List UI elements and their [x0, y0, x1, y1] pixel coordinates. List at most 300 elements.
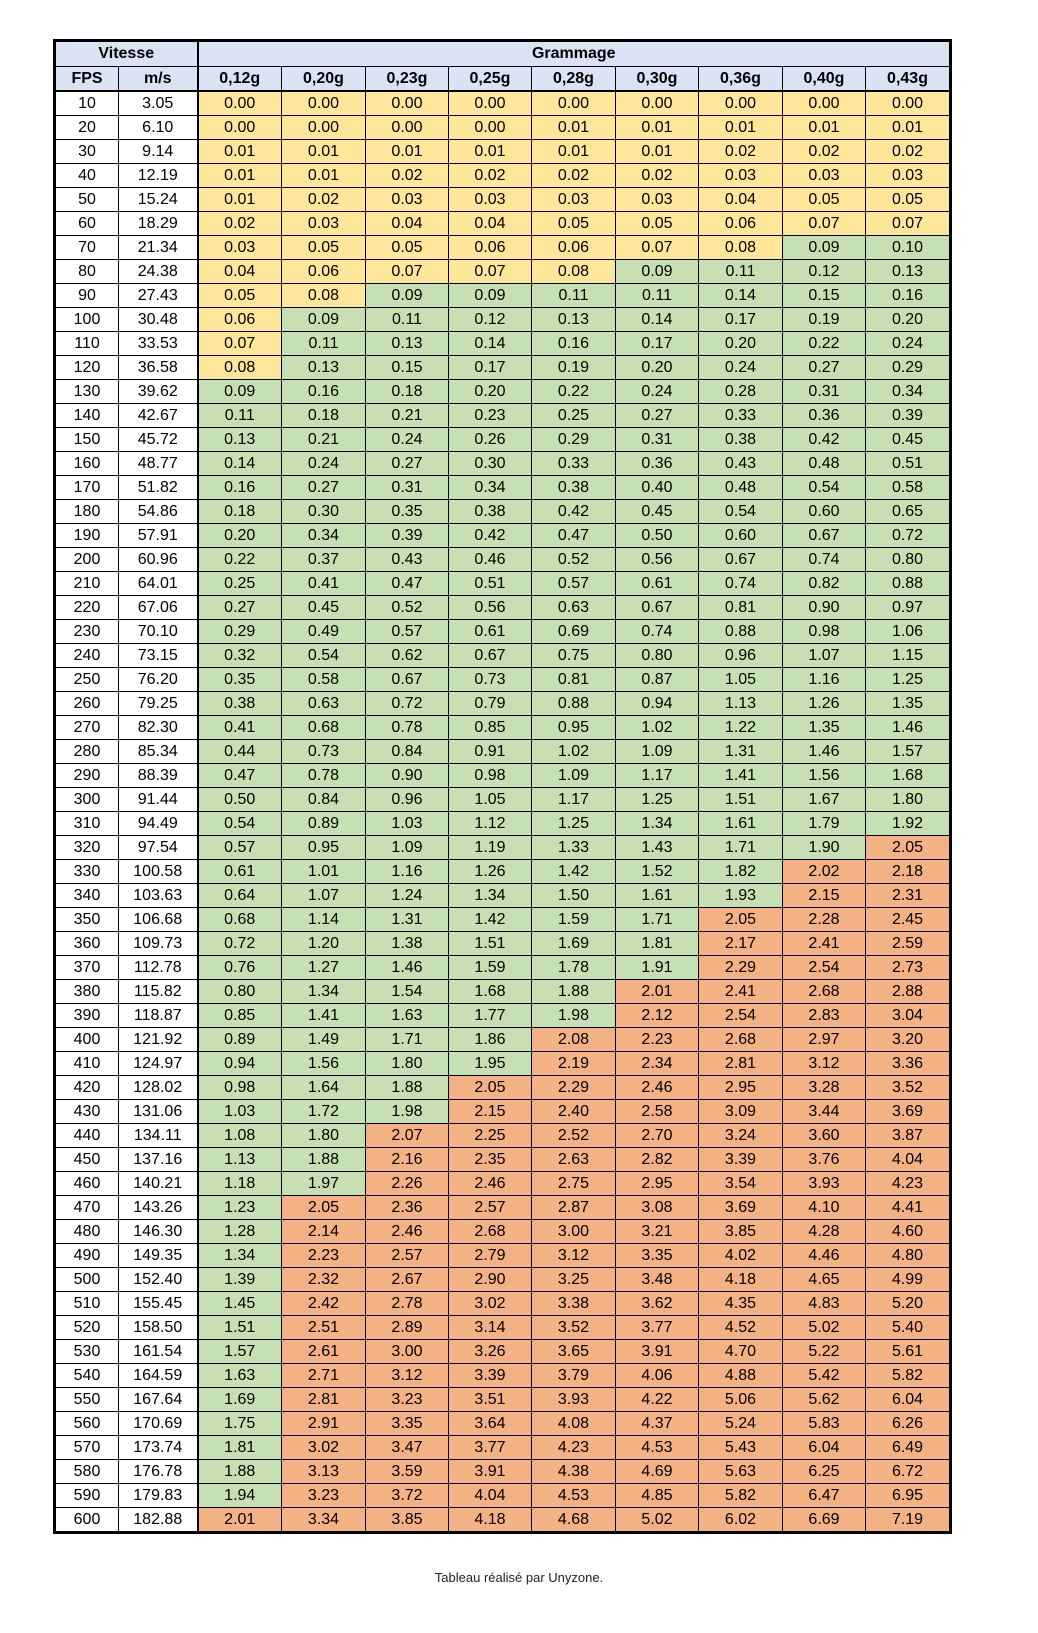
fps-cell: 330 — [56, 860, 119, 884]
energy-cell: 1.02 — [532, 740, 616, 764]
table-row — [56, 1292, 950, 1316]
energy-cell: 0.38 — [198, 692, 282, 716]
energy-cell: 3.12 — [532, 1244, 616, 1268]
fps-cell: 490 — [56, 1244, 119, 1268]
energy-cell: 0.81 — [532, 668, 616, 692]
energy-cell: 3.21 — [616, 1220, 699, 1244]
energy-cell: 0.19 — [532, 356, 616, 380]
energy-cell: 0.01 — [783, 116, 866, 140]
energy-cell: 2.05 — [699, 908, 783, 932]
fps-header: FPS — [56, 67, 119, 92]
energy-cell: 2.88 — [866, 980, 950, 1004]
energy-cell: 3.87 — [866, 1124, 950, 1148]
energy-cell: 5.82 — [699, 1484, 783, 1508]
energy-cell: 1.69 — [198, 1388, 282, 1412]
energy-cell: 0.67 — [449, 644, 532, 668]
vitesse-header: Vitesse — [56, 42, 198, 67]
energy-cell: 2.01 — [616, 980, 699, 1004]
ms-cell: 140.21 — [119, 1172, 198, 1196]
energy-cell: 0.09 — [282, 308, 366, 332]
table-row — [56, 1508, 950, 1532]
energy-cell: 2.40 — [532, 1100, 616, 1124]
energy-cell: 4.46 — [783, 1244, 866, 1268]
energy-cell: 1.22 — [699, 716, 783, 740]
energy-cell: 0.09 — [616, 260, 699, 284]
energy-cell: 0.27 — [616, 404, 699, 428]
table-row — [56, 1220, 950, 1244]
energy-cell: 0.22 — [198, 548, 282, 572]
energy-cell: 2.87 — [532, 1196, 616, 1220]
energy-cell: 0.50 — [616, 524, 699, 548]
energy-cell: 0.35 — [366, 500, 449, 524]
energy-cell: 1.63 — [366, 1004, 449, 1028]
energy-cell: 3.02 — [449, 1292, 532, 1316]
energy-cell: 0.67 — [616, 596, 699, 620]
ms-cell: 124.97 — [119, 1052, 198, 1076]
energy-cell: 2.28 — [783, 908, 866, 932]
energy-cell: 0.69 — [532, 620, 616, 644]
table-row — [56, 1028, 950, 1052]
energy-cell: 2.54 — [783, 956, 866, 980]
energy-cell: 0.04 — [699, 188, 783, 212]
table-row — [56, 980, 950, 1004]
energy-cell: 0.80 — [866, 548, 950, 572]
energy-cell: 2.52 — [532, 1124, 616, 1148]
energy-cell: 1.25 — [866, 668, 950, 692]
fps-cell: 370 — [56, 956, 119, 980]
energy-cell: 0.27 — [783, 356, 866, 380]
fps-cell: 560 — [56, 1412, 119, 1436]
energy-cell: 2.82 — [616, 1148, 699, 1172]
energy-cell: 0.03 — [532, 188, 616, 212]
ms-cell: 176.78 — [119, 1460, 198, 1484]
energy-cell: 1.95 — [449, 1052, 532, 1076]
energy-cell: 0.33 — [532, 452, 616, 476]
energy-cell: 0.10 — [866, 236, 950, 260]
energy-cell: 1.50 — [532, 884, 616, 908]
energy-cell: 1.94 — [198, 1484, 282, 1508]
ms-cell: 85.34 — [119, 740, 198, 764]
ms-cell: 152.40 — [119, 1268, 198, 1292]
fps-cell: 70 — [56, 236, 119, 260]
energy-cell: 1.81 — [198, 1436, 282, 1460]
energy-cell: 1.09 — [532, 764, 616, 788]
energy-cell: 0.87 — [616, 668, 699, 692]
energy-cell: 2.81 — [699, 1052, 783, 1076]
weight-header: 0,12g — [198, 67, 282, 92]
energy-cell: 1.71 — [699, 836, 783, 860]
energy-cell: 0.17 — [449, 356, 532, 380]
fps-cell: 20 — [56, 116, 119, 140]
table-row — [56, 740, 950, 764]
energy-cell: 0.79 — [449, 692, 532, 716]
energy-cell: 0.02 — [783, 140, 866, 164]
energy-cell: 0.39 — [866, 404, 950, 428]
energy-cell: 3.60 — [783, 1124, 866, 1148]
table-row — [56, 1124, 950, 1148]
energy-cell: 0.96 — [366, 788, 449, 812]
energy-cell: 0.27 — [282, 476, 366, 500]
energy-cell: 1.13 — [699, 692, 783, 716]
energy-cell: 0.00 — [783, 91, 866, 116]
energy-cell: 1.34 — [449, 884, 532, 908]
table-row — [56, 452, 950, 476]
energy-cell: 0.13 — [366, 332, 449, 356]
energy-cell: 3.64 — [449, 1412, 532, 1436]
fps-cell: 320 — [56, 836, 119, 860]
ms-cell: 36.58 — [119, 356, 198, 380]
table-row — [56, 596, 950, 620]
ms-cell: 79.25 — [119, 692, 198, 716]
energy-cell: 4.35 — [699, 1292, 783, 1316]
energy-cell: 3.93 — [783, 1172, 866, 1196]
energy-cell: 0.11 — [366, 308, 449, 332]
fps-cell: 380 — [56, 980, 119, 1004]
energy-cell: 0.82 — [783, 572, 866, 596]
energy-cell: 0.13 — [282, 356, 366, 380]
energy-cell: 2.68 — [699, 1028, 783, 1052]
energy-cell: 0.00 — [449, 116, 532, 140]
weight-header: 0,23g — [366, 67, 449, 92]
weight-header: 0,25g — [449, 67, 532, 92]
energy-cell: 3.47 — [366, 1436, 449, 1460]
energy-cell: 4.37 — [616, 1412, 699, 1436]
energy-cell: 1.90 — [783, 836, 866, 860]
energy-cell: 3.72 — [366, 1484, 449, 1508]
energy-cell: 3.91 — [449, 1460, 532, 1484]
header-row-groups — [56, 42, 950, 67]
energy-cell: 0.11 — [282, 332, 366, 356]
energy-cell: 0.01 — [282, 140, 366, 164]
energy-cell: 0.01 — [449, 140, 532, 164]
energy-cell: 1.25 — [616, 788, 699, 812]
energy-cell: 0.61 — [449, 620, 532, 644]
energy-cell: 0.28 — [699, 380, 783, 404]
energy-cell: 1.57 — [198, 1340, 282, 1364]
energy-cell: 0.98 — [783, 620, 866, 644]
energy-cell: 2.41 — [783, 932, 866, 956]
energy-cell: 0.85 — [198, 1004, 282, 1028]
energy-cell: 1.46 — [783, 740, 866, 764]
energy-cell: 0.00 — [532, 91, 616, 116]
ms-cell: 18.29 — [119, 212, 198, 236]
energy-cell: 0.25 — [532, 404, 616, 428]
energy-cell: 0.45 — [282, 596, 366, 620]
energy-cell: 0.09 — [366, 284, 449, 308]
energy-cell: 1.88 — [198, 1460, 282, 1484]
energy-cell: 2.16 — [366, 1148, 449, 1172]
energy-cell: 0.34 — [449, 476, 532, 500]
table-row — [56, 908, 950, 932]
energy-cell: 1.77 — [449, 1004, 532, 1028]
table-row — [56, 236, 950, 260]
energy-cell: 3.59 — [366, 1460, 449, 1484]
ms-cell: 164.59 — [119, 1364, 198, 1388]
energy-cell: 3.52 — [866, 1076, 950, 1100]
table-row — [56, 956, 950, 980]
energy-cell: 0.24 — [866, 332, 950, 356]
energy-cell: 1.39 — [198, 1268, 282, 1292]
energy-cell: 1.12 — [449, 812, 532, 836]
energy-cell: 4.88 — [699, 1364, 783, 1388]
energy-cell: 1.43 — [616, 836, 699, 860]
energy-cell: 1.69 — [532, 932, 616, 956]
weight-header: 0,28g — [532, 67, 616, 92]
energy-cell: 3.77 — [449, 1436, 532, 1460]
fps-cell: 470 — [56, 1196, 119, 1220]
energy-cell: 0.34 — [282, 524, 366, 548]
energy-cell: 4.04 — [866, 1148, 950, 1172]
table-row — [56, 1004, 950, 1028]
energy-cell: 0.56 — [449, 596, 532, 620]
energy-cell: 5.06 — [699, 1388, 783, 1412]
energy-cell: 3.62 — [616, 1292, 699, 1316]
energy-cell: 5.62 — [783, 1388, 866, 1412]
fps-cell: 480 — [56, 1220, 119, 1244]
energy-cell: 0.08 — [198, 356, 282, 380]
energy-cell: 3.24 — [699, 1124, 783, 1148]
energy-cell: 0.06 — [282, 260, 366, 284]
energy-cell: 0.01 — [532, 140, 616, 164]
fps-cell: 390 — [56, 1004, 119, 1028]
energy-cell: 3.00 — [366, 1340, 449, 1364]
energy-cell: 1.34 — [616, 812, 699, 836]
energy-cell: 0.00 — [616, 91, 699, 116]
energy-cell: 0.80 — [198, 980, 282, 1004]
energy-cell: 0.03 — [282, 212, 366, 236]
energy-cell: 3.36 — [866, 1052, 950, 1076]
energy-cell: 0.02 — [282, 188, 366, 212]
energy-cell: 0.48 — [699, 476, 783, 500]
fps-cell: 520 — [56, 1316, 119, 1340]
energy-cell: 0.41 — [198, 716, 282, 740]
energy-cell: 0.11 — [198, 404, 282, 428]
energy-cell: 0.89 — [198, 1028, 282, 1052]
fps-cell: 250 — [56, 668, 119, 692]
energy-cell: 0.04 — [366, 212, 449, 236]
energy-cell: 0.29 — [198, 620, 282, 644]
energy-cell: 0.24 — [366, 428, 449, 452]
energy-cell: 0.38 — [532, 476, 616, 500]
energy-cell: 0.01 — [866, 116, 950, 140]
energy-cell: 0.90 — [366, 764, 449, 788]
energy-cell: 2.89 — [366, 1316, 449, 1340]
table-row — [56, 788, 950, 812]
energy-cell: 0.03 — [198, 236, 282, 260]
energy-cell: 0.05 — [282, 236, 366, 260]
energy-cell: 2.57 — [449, 1196, 532, 1220]
energy-cell: 0.36 — [783, 404, 866, 428]
table-body — [56, 91, 950, 1532]
energy-cell: 0.16 — [866, 284, 950, 308]
fps-cell: 510 — [56, 1292, 119, 1316]
fps-cell: 440 — [56, 1124, 119, 1148]
energy-cell: 1.67 — [783, 788, 866, 812]
energy-cell: 0.08 — [282, 284, 366, 308]
energy-cell: 0.72 — [198, 932, 282, 956]
energy-cell: 1.41 — [282, 1004, 366, 1028]
ms-cell: 64.01 — [119, 572, 198, 596]
energy-cell: 0.06 — [449, 236, 532, 260]
table-row — [56, 1076, 950, 1100]
energy-cell: 2.41 — [699, 980, 783, 1004]
energy-cell: 0.20 — [866, 308, 950, 332]
table-row — [56, 140, 950, 164]
energy-cell: 0.41 — [282, 572, 366, 596]
energy-cell: 1.26 — [449, 860, 532, 884]
energy-cell: 1.93 — [699, 884, 783, 908]
energy-cell: 0.74 — [616, 620, 699, 644]
energy-cell: 4.85 — [616, 1484, 699, 1508]
energy-cell: 0.63 — [532, 596, 616, 620]
energy-cell: 0.64 — [198, 884, 282, 908]
energy-cell: 0.12 — [449, 308, 532, 332]
table-row — [56, 1052, 950, 1076]
energy-cell: 0.34 — [866, 380, 950, 404]
energy-cell: 0.03 — [366, 188, 449, 212]
energy-cell: 3.79 — [532, 1364, 616, 1388]
energy-cell: 0.24 — [616, 380, 699, 404]
ms-cell: 39.62 — [119, 380, 198, 404]
energy-cell: 6.95 — [866, 1484, 950, 1508]
energy-cell: 6.02 — [699, 1508, 783, 1532]
energy-cell: 0.02 — [366, 164, 449, 188]
energy-cell: 1.56 — [282, 1052, 366, 1076]
energy-cell: 0.51 — [449, 572, 532, 596]
table-row — [56, 716, 950, 740]
energy-cell: 0.88 — [866, 572, 950, 596]
energy-cell: 0.20 — [198, 524, 282, 548]
fps-cell: 50 — [56, 188, 119, 212]
energy-cell: 1.80 — [282, 1124, 366, 1148]
energy-cell: 2.05 — [866, 836, 950, 860]
ms-cell: 3.05 — [119, 91, 198, 116]
energy-cell: 2.54 — [699, 1004, 783, 1028]
energy-cell: 2.45 — [866, 908, 950, 932]
energy-cell: 2.73 — [866, 956, 950, 980]
energy-cell: 5.02 — [616, 1508, 699, 1532]
energy-cell: 0.73 — [282, 740, 366, 764]
ms-cell: 115.82 — [119, 980, 198, 1004]
energy-cell: 3.13 — [282, 1460, 366, 1484]
energy-cell: 0.00 — [198, 91, 282, 116]
energy-cell: 3.12 — [366, 1364, 449, 1388]
energy-cell: 0.09 — [449, 284, 532, 308]
fps-cell: 590 — [56, 1484, 119, 1508]
fps-cell: 570 — [56, 1436, 119, 1460]
energy-cell: 0.35 — [198, 668, 282, 692]
energy-cell: 3.69 — [866, 1100, 950, 1124]
fps-cell: 290 — [56, 764, 119, 788]
ms-cell: 161.54 — [119, 1340, 198, 1364]
table-row — [56, 476, 950, 500]
energy-cell: 1.15 — [866, 644, 950, 668]
energy-cell: 0.57 — [532, 572, 616, 596]
energy-cell: 0.11 — [532, 284, 616, 308]
energy-cell: 0.23 — [449, 404, 532, 428]
energy-cell: 1.86 — [449, 1028, 532, 1052]
energy-cell: 0.18 — [366, 380, 449, 404]
energy-cell: 0.14 — [449, 332, 532, 356]
energy-cell: 0.42 — [532, 500, 616, 524]
energy-cell: 0.75 — [532, 644, 616, 668]
energy-cell: 2.05 — [449, 1076, 532, 1100]
energy-cell: 1.17 — [532, 788, 616, 812]
energy-cell: 0.67 — [783, 524, 866, 548]
energy-cell: 5.24 — [699, 1412, 783, 1436]
table-row — [56, 91, 950, 116]
energy-cell: 0.16 — [532, 332, 616, 356]
ms-cell: 112.78 — [119, 956, 198, 980]
energy-cell: 1.17 — [616, 764, 699, 788]
fps-cell: 530 — [56, 1340, 119, 1364]
energy-cell: 0.03 — [699, 164, 783, 188]
energy-cell: 3.35 — [366, 1412, 449, 1436]
energy-cell: 0.02 — [866, 140, 950, 164]
energy-cell: 1.09 — [366, 836, 449, 860]
fps-cell: 260 — [56, 692, 119, 716]
fps-cell: 460 — [56, 1172, 119, 1196]
energy-cell: 0.54 — [198, 812, 282, 836]
energy-cell: 2.67 — [366, 1268, 449, 1292]
energy-cell: 2.95 — [699, 1076, 783, 1100]
ms-cell: 121.92 — [119, 1028, 198, 1052]
table-row — [56, 212, 950, 236]
table-row — [56, 1316, 950, 1340]
fps-cell: 100 — [56, 308, 119, 332]
energy-cell: 2.46 — [616, 1076, 699, 1100]
table-row — [56, 1268, 950, 1292]
fps-cell: 420 — [56, 1076, 119, 1100]
ms-cell: 137.16 — [119, 1148, 198, 1172]
energy-cell: 3.76 — [783, 1148, 866, 1172]
energy-cell: 0.61 — [616, 572, 699, 596]
energy-cell: 2.01 — [198, 1508, 282, 1532]
table-row — [56, 116, 950, 140]
energy-cell: 4.60 — [866, 1220, 950, 1244]
table-row — [56, 1460, 950, 1484]
energy-cell: 1.31 — [699, 740, 783, 764]
table-row — [56, 572, 950, 596]
energy-cell: 1.07 — [282, 884, 366, 908]
energy-cell: 0.48 — [783, 452, 866, 476]
energy-cell: 0.40 — [616, 476, 699, 500]
energy-cell: 1.19 — [449, 836, 532, 860]
energy-cell: 0.94 — [198, 1052, 282, 1076]
energy-cell: 6.72 — [866, 1460, 950, 1484]
ms-cell: 48.77 — [119, 452, 198, 476]
energy-cell: 3.25 — [532, 1268, 616, 1292]
ms-cell: 51.82 — [119, 476, 198, 500]
energy-cell: 0.78 — [366, 716, 449, 740]
ms-cell: 170.69 — [119, 1412, 198, 1436]
energy-cell: 0.89 — [282, 812, 366, 836]
energy-cell: 0.51 — [866, 452, 950, 476]
energy-cell: 1.28 — [198, 1220, 282, 1244]
energy-cell: 3.65 — [532, 1340, 616, 1364]
energy-cell: 1.42 — [532, 860, 616, 884]
energy-cell: 3.39 — [449, 1364, 532, 1388]
energy-cell: 3.14 — [449, 1316, 532, 1340]
fps-cell: 110 — [56, 332, 119, 356]
energy-cell: 0.94 — [616, 692, 699, 716]
energy-cell: 4.69 — [616, 1460, 699, 1484]
energy-cell: 0.11 — [616, 284, 699, 308]
energy-cell: 0.63 — [282, 692, 366, 716]
energy-cell: 2.59 — [866, 932, 950, 956]
energy-cell: 0.29 — [532, 428, 616, 452]
energy-cell: 2.68 — [783, 980, 866, 1004]
